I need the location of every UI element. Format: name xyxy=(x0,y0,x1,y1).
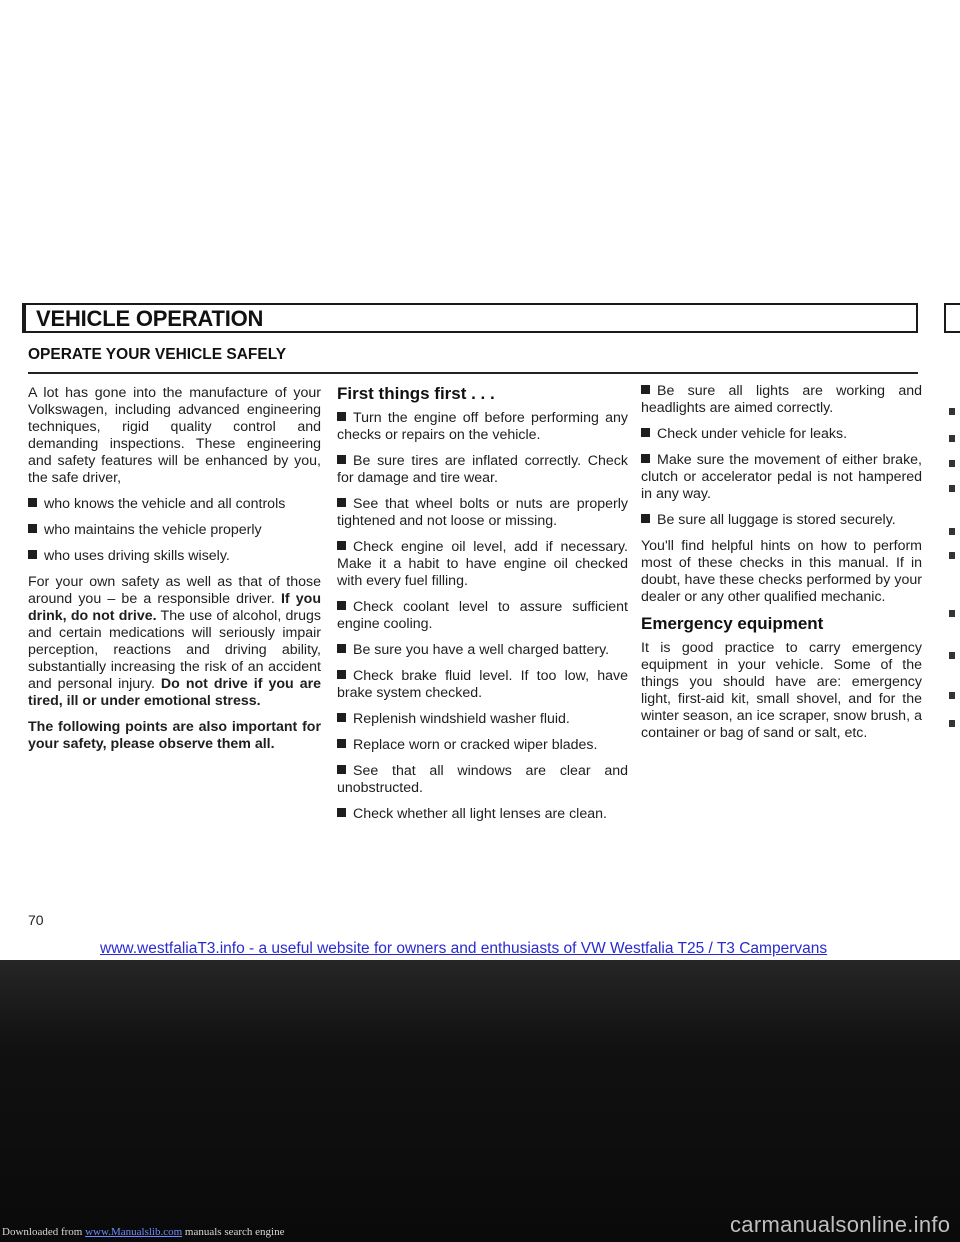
list-item: See that wheel bolts or nuts are properly tightened and not loose or missing. xyxy=(337,496,628,529)
bullet-square-icon xyxy=(949,460,955,467)
bullet-square-icon xyxy=(949,652,955,659)
bullet-square-icon xyxy=(641,385,650,394)
list-item: Check coolant level to assure sufficient engine cooling. xyxy=(337,599,628,632)
westfalia-website-link[interactable]: www.westfaliaT3.info - a useful website for owners and enthusiasts of VW Westfalia T25 / T3 Campervans xyxy=(100,940,828,957)
list-item: Check engine oil level, add if necessary. Make it a habit to have engine oil checked with every fuel filling. xyxy=(337,539,628,589)
emergency-paragraph: It is good practice to carry emergency equipment in your vehicle. Some of the things you should have are: emergency light, first-aid kit, small shovel, and for the winter season, an ice scraper, snow brush, a container or bag of sand or salt, etc. xyxy=(641,640,922,741)
bullet-square-icon xyxy=(337,765,346,774)
bullet-square-icon xyxy=(337,455,346,464)
list-item: Be sure all luggage is stored securely. xyxy=(641,512,922,529)
page-title: VEHICLE OPERATION xyxy=(36,306,264,331)
list-item: who uses driving skills wisely. xyxy=(28,548,321,565)
bullet-square-icon xyxy=(337,670,346,679)
drink-warning: If you drink, do not drive. xyxy=(28,591,321,624)
bullet-square-icon xyxy=(28,524,37,533)
adjacent-page-edge xyxy=(925,280,960,960)
column-middle xyxy=(337,385,628,832)
hints-paragraph: You'll find helpful hints on how to perform most of these checks in this manual. If in doubt, have these checks performed by your dealer or any other qualified mechanic. xyxy=(641,538,922,605)
bullet-square-icon xyxy=(641,454,650,463)
intro-paragraph: A lot has gone into the manufacture of your Volkswagen, including advanced engineering techniques, rigid quality control and demanding inspections. These engineering and safety features will be enhanced by you, the safe driver, xyxy=(28,385,321,486)
bullet-square-icon xyxy=(949,610,955,617)
bullet-square-icon xyxy=(641,428,650,437)
column-right xyxy=(641,383,922,751)
emergency-heading: Emergency equipment xyxy=(641,614,824,633)
fatigue-warning: Do not drive if you are tired, ill or under emotional stress. xyxy=(28,676,321,709)
list-item: who knows the vehicle and all controls xyxy=(28,496,321,513)
list-item: Check under vehicle for leaks. xyxy=(641,426,922,443)
list-item: Make sure the movement of either brake, clutch or accelerator pedal is not hampered in any way. xyxy=(641,452,922,502)
section-title: OPERATE YOUR VEHICLE SAFELY xyxy=(28,346,287,363)
bullet-square-icon xyxy=(641,514,650,523)
scan-dark-background xyxy=(0,960,960,1242)
bullet-square-icon xyxy=(949,720,955,727)
bullet-square-icon xyxy=(949,552,955,559)
bullet-square-icon xyxy=(949,435,955,442)
bullet-square-icon xyxy=(28,550,37,559)
safety-paragraph: For your own safety as well as that of those around you – be a responsible driver. If you drink, do not drive. The use of alcohol, drugs and certain medications will seriously impair perception, reactions and driving ability, substantially increasing the risk of an accident and personal injury. Do not drive if you are tired, ill or under emotional stress. xyxy=(28,574,321,709)
bullet-square-icon xyxy=(949,408,955,415)
bullet-square-icon xyxy=(337,601,346,610)
bullet-square-icon xyxy=(28,498,37,507)
list-item: Be sure tires are inflated correctly. Check for damage and tire wear. xyxy=(337,453,628,486)
list-item: Be sure all lights are working and headlights are aimed correctly. xyxy=(641,383,922,416)
column-left xyxy=(28,385,321,762)
page-number: 70 xyxy=(28,912,44,928)
list-item: Check whether all light lenses are clean. xyxy=(337,806,628,823)
bullet-square-icon xyxy=(337,739,346,748)
bullet-square-icon xyxy=(949,692,955,699)
first-things-heading: First things first . . . xyxy=(337,384,495,403)
bullet-square-icon xyxy=(337,713,346,722)
list-item: Replace worn or cracked wiper blades. xyxy=(337,737,628,754)
bullet-square-icon xyxy=(337,808,346,817)
bullet-square-icon xyxy=(949,485,955,492)
bullet-square-icon xyxy=(337,498,346,507)
observe-points-paragraph: The following points are also important for your safety, please observe them all. xyxy=(28,719,321,752)
manualslib-link[interactable]: www.Manualslib.com xyxy=(85,1226,183,1238)
bullet-square-icon xyxy=(337,644,346,653)
list-item: Turn the engine off before performing any checks or repairs on the vehicle. xyxy=(337,410,628,443)
list-item: See that all windows are clear and unobstructed. xyxy=(337,763,628,796)
bullet-square-icon xyxy=(337,541,346,550)
list-item: Check brake fluid level. If too low, have brake system checked. xyxy=(337,668,628,701)
download-credit: Downloaded from www.Manualslib.com manuals search engine xyxy=(2,1226,285,1238)
list-item: Be sure you have a well charged battery. xyxy=(337,642,628,659)
section-header-box xyxy=(22,303,918,333)
bullet-square-icon xyxy=(337,412,346,421)
list-item: Replenish windshield washer fluid. xyxy=(337,711,628,728)
list-item: who maintains the vehicle properly xyxy=(28,522,321,539)
bullet-square-icon xyxy=(949,528,955,535)
section-divider xyxy=(28,372,918,374)
watermark-text: carmanualsonline.info xyxy=(730,1212,951,1237)
